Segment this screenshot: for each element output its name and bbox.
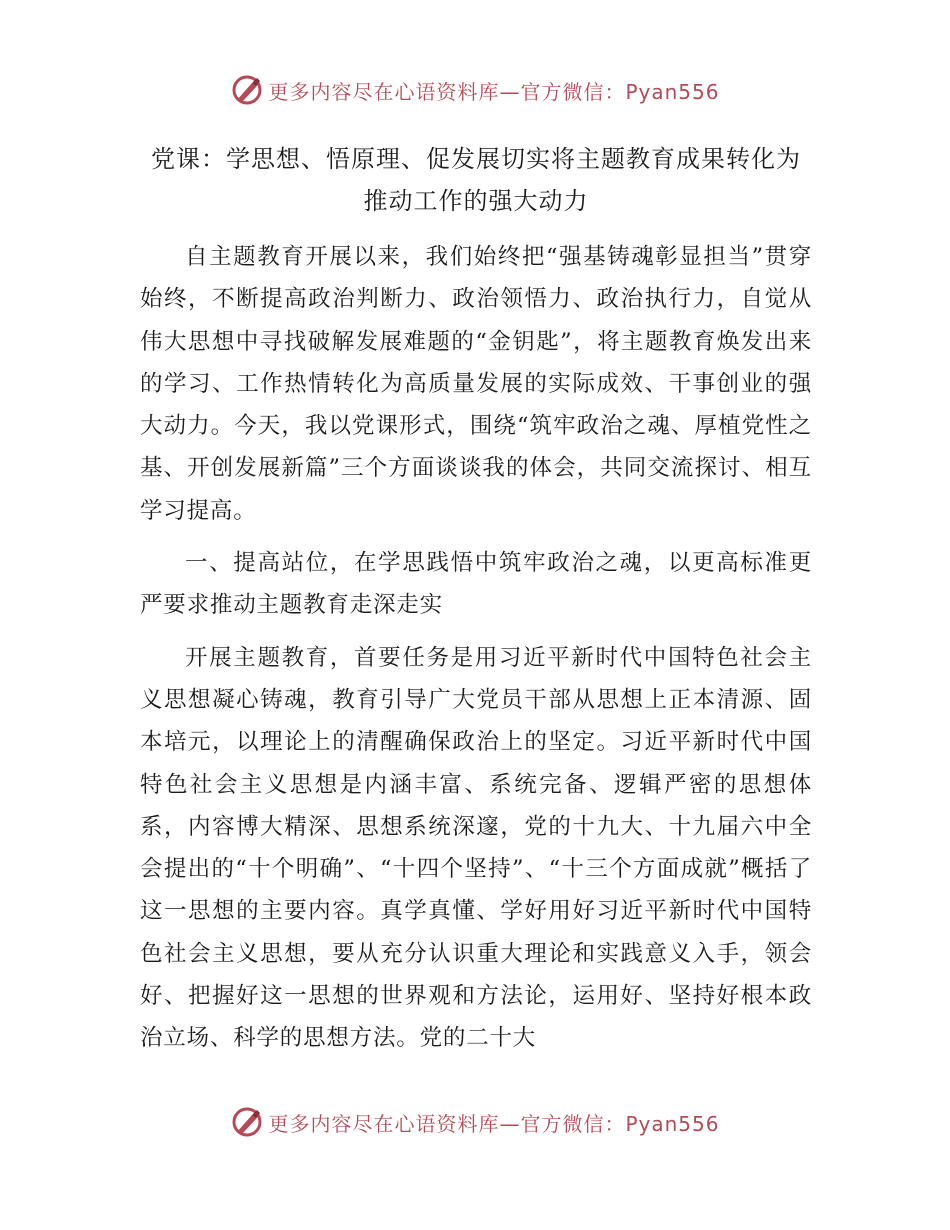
document-title: 党课：学思想、悟原理、促发展切实将主题教育成果转化为推动工作的强大动力 <box>151 145 801 215</box>
section-heading-1: 一、提高站位，在学思践悟中筑牢政治之魂，以更高标准更严要求推动主题教育走深走实 <box>140 550 812 619</box>
document-body <box>140 138 812 1060</box>
banner-text: 更多内容尽在心语资料库—官方微信：Pyan556 <box>268 1111 720 1136</box>
pen-seal-logo-icon <box>230 73 264 107</box>
banner-text: 更多内容尽在心语资料库—官方微信：Pyan556 <box>268 79 720 104</box>
header-banner <box>0 70 950 110</box>
paragraph-section-1: 开展主题教育，首要任务是用习近平新时代中国特色社会主义思想凝心铸魂，教育引导广大党员干部从思想上正本清源、固本培元，以理论上的清醒确保政治上的坚定。习近平新时代中国特色社会主义思想是内涵丰富、系统完备、逻辑严密的思想体系，内容博大精深、思想系统深邃，党的十九大、十九届六中全会提出的“十个明确”、“十四个坚持”、“十三个方面成就”概括了这一思想的主要内容。真学真懂、学好用好习近平新时代中国特色社会主义思想，要从充分认识重大理论和实践意义入手，领会好、把握好这一思想的世界观和方法论，运用好、坚持好根本政治立场、科学的思想方法。党的二十大 <box>140 644 812 1052</box>
pen-seal-logo-icon <box>230 1105 264 1139</box>
footer-banner <box>0 1102 950 1142</box>
paragraph-intro: 自主题教育开展以来，我们始终把“强基铸魂彰显担当”贯穿始终，不断提高政治判断力、政治领悟力、政治执行力，自觉从伟大思想中寻找破解发展难题的“金钥匙”，将主题教育焕发出来的学习、工作热情转化为高质量发展的实际成效、干事创业的强大动力。今天，我以党课形式，围绕“筑牢政治之魂、厚植党性之基、开创发展新篇”三个方面谈谈我的体会，共同交流探讨、相互学习提高。 <box>140 244 812 524</box>
